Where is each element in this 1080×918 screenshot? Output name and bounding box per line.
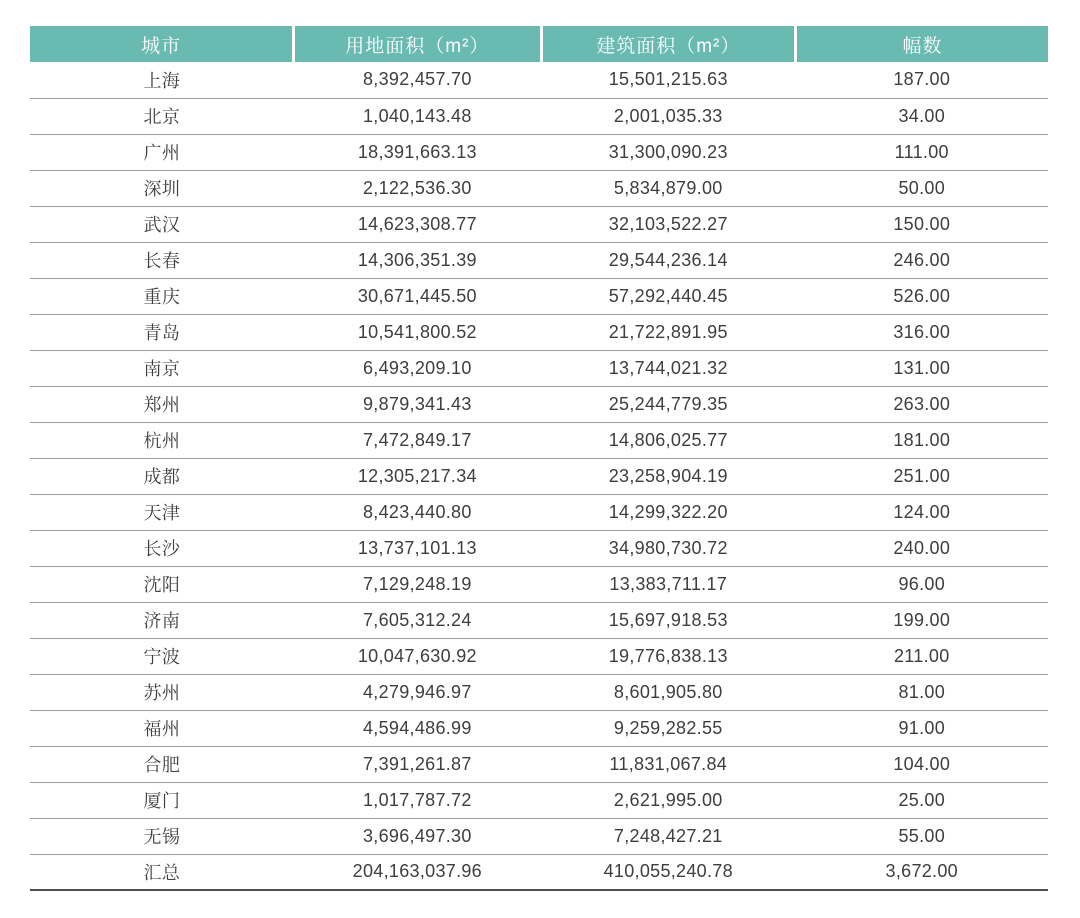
plot-count-cell: 50.00 <box>796 170 1048 206</box>
plot-count-cell: 211.00 <box>796 638 1048 674</box>
table-row <box>30 818 1048 854</box>
land-area-cell: 9,879,341.43 <box>294 386 541 422</box>
building-area-cell: 57,292,440.45 <box>541 278 796 314</box>
building-area-cell: 9,259,282.55 <box>541 710 796 746</box>
table-row <box>30 530 1048 566</box>
land-area-cell: 1,040,143.48 <box>294 98 541 134</box>
table-row <box>30 710 1048 746</box>
building-area-cell: 13,383,711.17 <box>541 566 796 602</box>
city-cell: 合肥 <box>30 746 294 782</box>
land-area-cell: 7,129,248.19 <box>294 566 541 602</box>
table-row <box>30 242 1048 278</box>
plot-count-cell: 526.00 <box>796 278 1048 314</box>
table-row <box>30 566 1048 602</box>
table-row <box>30 674 1048 710</box>
plot-count-cell: 246.00 <box>796 242 1048 278</box>
plot-count-cell: 199.00 <box>796 602 1048 638</box>
building-area-cell: 8,601,905.80 <box>541 674 796 710</box>
table-row <box>30 782 1048 818</box>
building-area-cell: 15,697,918.53 <box>541 602 796 638</box>
table-row <box>30 458 1048 494</box>
plot-count-cell: 55.00 <box>796 818 1048 854</box>
table-row <box>30 602 1048 638</box>
table-header-row <box>30 26 1048 62</box>
city-cell: 济南 <box>30 602 294 638</box>
plot-count-cell: 181.00 <box>796 422 1048 458</box>
table-row <box>30 206 1048 242</box>
column-header-building-area: 建筑面积（m²） <box>541 26 796 62</box>
city-cell: 厦门 <box>30 782 294 818</box>
city-cell: 青岛 <box>30 314 294 350</box>
plot-count-cell: 150.00 <box>796 206 1048 242</box>
city-cell: 郑州 <box>30 386 294 422</box>
column-header-plot-count: 幅数 <box>796 26 1048 62</box>
land-area-cell: 14,623,308.77 <box>294 206 541 242</box>
plot-count-cell: 124.00 <box>796 494 1048 530</box>
city-cell: 南京 <box>30 350 294 386</box>
column-header-city: 城市 <box>30 26 294 62</box>
plot-count-cell: 96.00 <box>796 566 1048 602</box>
city-cell: 沈阳 <box>30 566 294 602</box>
table-row <box>30 62 1048 98</box>
land-area-cell: 7,391,261.87 <box>294 746 541 782</box>
land-area-cell: 14,306,351.39 <box>294 242 541 278</box>
table-row <box>30 278 1048 314</box>
land-area-cell: 12,305,217.34 <box>294 458 541 494</box>
land-area-cell: 2,122,536.30 <box>294 170 541 206</box>
plot-count-cell: 111.00 <box>796 134 1048 170</box>
city-cell: 北京 <box>30 98 294 134</box>
land-area-cell: 10,541,800.52 <box>294 314 541 350</box>
land-area-cell: 8,423,440.80 <box>294 494 541 530</box>
land-area-cell: 10,047,630.92 <box>294 638 541 674</box>
building-area-cell: 2,621,995.00 <box>541 782 796 818</box>
table-body <box>30 62 1048 890</box>
city-cell: 长沙 <box>30 530 294 566</box>
city-cell: 杭州 <box>30 422 294 458</box>
plot-count-cell: 187.00 <box>796 62 1048 98</box>
building-area-cell: 23,258,904.19 <box>541 458 796 494</box>
land-area-cell: 4,594,486.99 <box>294 710 541 746</box>
building-area-cell: 34,980,730.72 <box>541 530 796 566</box>
table-row <box>30 170 1048 206</box>
plot-count-cell: 316.00 <box>796 314 1048 350</box>
table-row <box>30 314 1048 350</box>
city-cell: 天津 <box>30 494 294 530</box>
city-cell: 上海 <box>30 62 294 98</box>
land-area-cell: 18,391,663.13 <box>294 134 541 170</box>
plot-count-cell: 240.00 <box>796 530 1048 566</box>
building-area-cell: 11,831,067.84 <box>541 746 796 782</box>
table-header <box>30 26 1048 62</box>
land-area-cell: 4,279,946.97 <box>294 674 541 710</box>
land-area-cell: 30,671,445.50 <box>294 278 541 314</box>
table-row <box>30 386 1048 422</box>
building-area-cell: 5,834,879.00 <box>541 170 796 206</box>
city-cell: 无锡 <box>30 818 294 854</box>
building-area-cell: 32,103,522.27 <box>541 206 796 242</box>
table-row <box>30 350 1048 386</box>
land-area-cell: 6,493,209.10 <box>294 350 541 386</box>
table-row <box>30 746 1048 782</box>
building-area-cell: 31,300,090.23 <box>541 134 796 170</box>
building-area-cell: 25,244,779.35 <box>541 386 796 422</box>
building-area-cell: 13,744,021.32 <box>541 350 796 386</box>
plot-count-cell: 91.00 <box>796 710 1048 746</box>
city-cell: 成都 <box>30 458 294 494</box>
column-header-land-area: 用地面积（m²） <box>294 26 541 62</box>
building-area-cell: 19,776,838.13 <box>541 638 796 674</box>
land-area-cell: 13,737,101.13 <box>294 530 541 566</box>
city-cell: 苏州 <box>30 674 294 710</box>
plot-count-cell: 3,672.00 <box>796 854 1048 890</box>
table-row <box>30 134 1048 170</box>
city-land-data-table <box>30 26 1048 891</box>
building-area-cell: 14,299,322.20 <box>541 494 796 530</box>
city-land-data-table-container <box>30 26 1048 891</box>
city-cell: 广州 <box>30 134 294 170</box>
land-area-cell: 7,605,312.24 <box>294 602 541 638</box>
table-row <box>30 98 1048 134</box>
land-area-cell: 204,163,037.96 <box>294 854 541 890</box>
city-cell: 重庆 <box>30 278 294 314</box>
city-cell: 宁波 <box>30 638 294 674</box>
plot-count-cell: 104.00 <box>796 746 1048 782</box>
table-row <box>30 494 1048 530</box>
plot-count-cell: 251.00 <box>796 458 1048 494</box>
plot-count-cell: 81.00 <box>796 674 1048 710</box>
plot-count-cell: 34.00 <box>796 98 1048 134</box>
city-cell: 福州 <box>30 710 294 746</box>
building-area-cell: 21,722,891.95 <box>541 314 796 350</box>
city-cell: 长春 <box>30 242 294 278</box>
city-cell: 汇总 <box>30 854 294 890</box>
building-area-cell: 15,501,215.63 <box>541 62 796 98</box>
building-area-cell: 29,544,236.14 <box>541 242 796 278</box>
land-area-cell: 8,392,457.70 <box>294 62 541 98</box>
plot-count-cell: 263.00 <box>796 386 1048 422</box>
table-row <box>30 638 1048 674</box>
table-row <box>30 422 1048 458</box>
land-area-cell: 1,017,787.72 <box>294 782 541 818</box>
building-area-cell: 14,806,025.77 <box>541 422 796 458</box>
land-area-cell: 7,472,849.17 <box>294 422 541 458</box>
building-area-cell: 410,055,240.78 <box>541 854 796 890</box>
building-area-cell: 7,248,427.21 <box>541 818 796 854</box>
plot-count-cell: 25.00 <box>796 782 1048 818</box>
city-cell: 武汉 <box>30 206 294 242</box>
city-cell: 深圳 <box>30 170 294 206</box>
building-area-cell: 2,001,035.33 <box>541 98 796 134</box>
plot-count-cell: 131.00 <box>796 350 1048 386</box>
table-row-total <box>30 854 1048 890</box>
land-area-cell: 3,696,497.30 <box>294 818 541 854</box>
